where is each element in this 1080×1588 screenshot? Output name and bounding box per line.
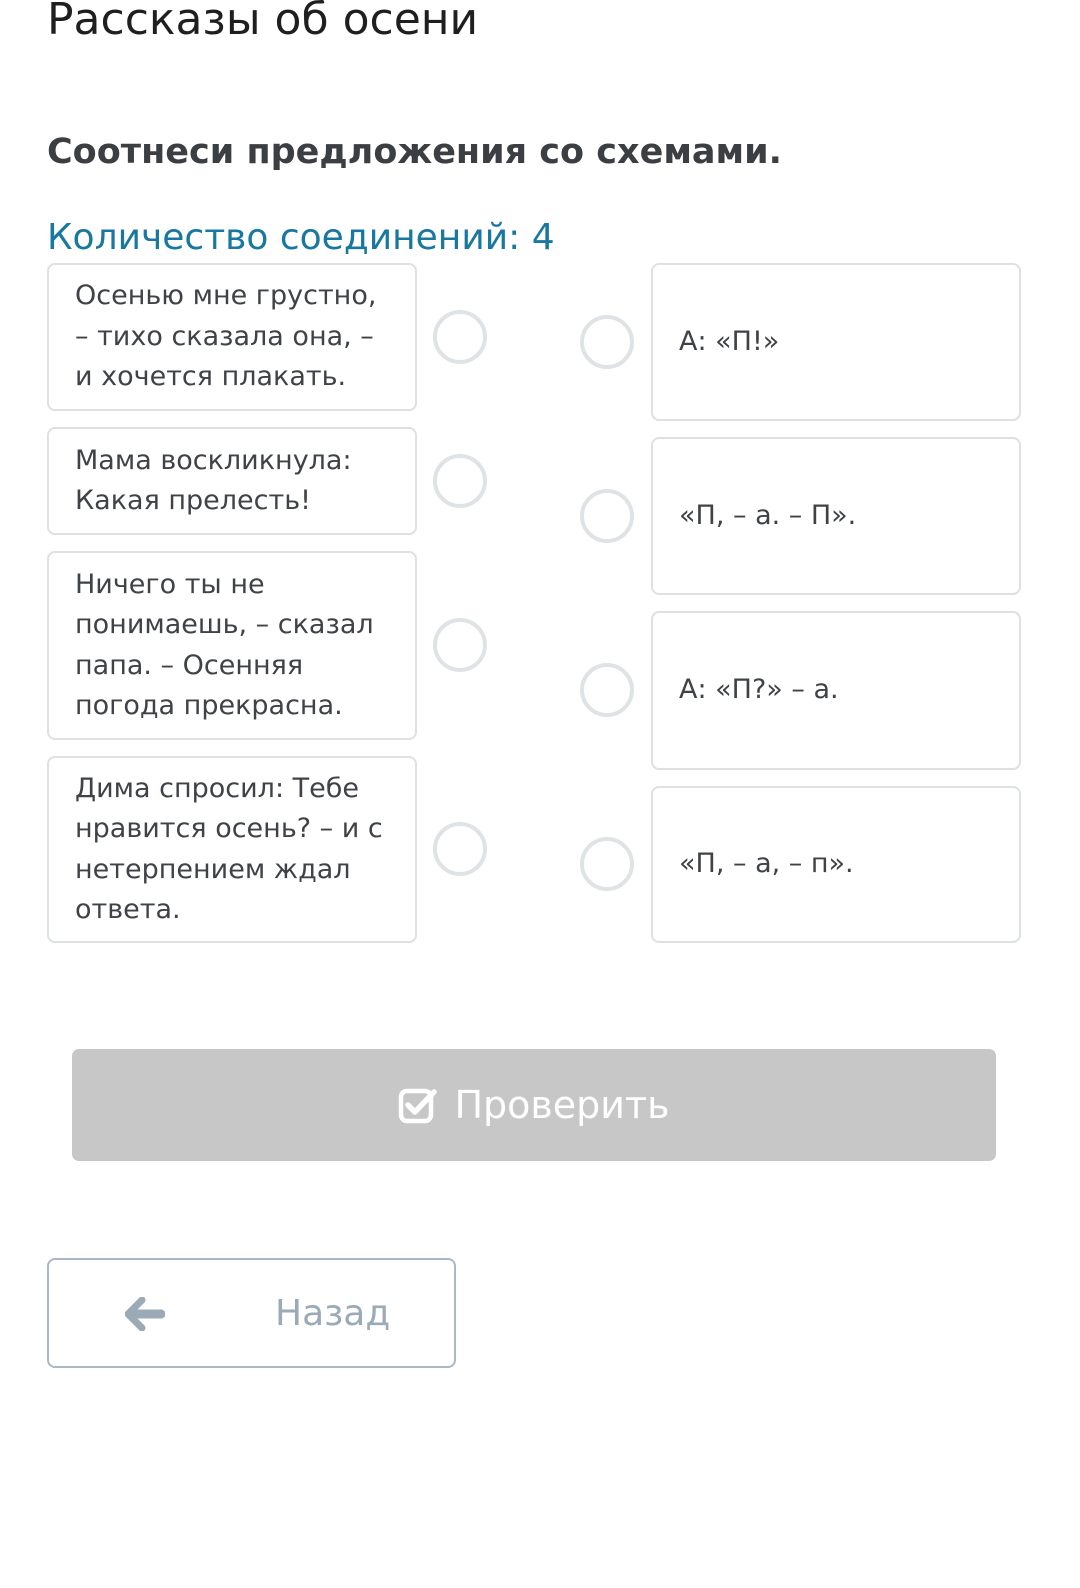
left-connector-2[interactable] bbox=[433, 454, 487, 508]
sentence-card-1[interactable] bbox=[47, 263, 417, 411]
sentence-text: Мама воскликнула: Какая прелесть! bbox=[75, 444, 352, 516]
left-connector-3[interactable] bbox=[433, 618, 487, 672]
sentence-card-3[interactable] bbox=[47, 551, 417, 740]
connections-count: Количество соединений: 4 bbox=[47, 217, 555, 258]
right-connector-4[interactable] bbox=[580, 837, 634, 891]
scheme-text: «П, – а, – п». bbox=[679, 848, 854, 880]
scheme-text: А: «П!» bbox=[679, 325, 780, 357]
right-connector-1[interactable] bbox=[580, 315, 634, 369]
scheme-card-4[interactable] bbox=[651, 786, 1021, 943]
sentence-card-2[interactable] bbox=[47, 427, 417, 535]
scheme-card-2[interactable] bbox=[651, 437, 1021, 595]
back-button-label: Назад bbox=[275, 1293, 391, 1334]
sentence-text: Дима спросил: Тебе нравится осень? – и с нетерпением ждал ответа. bbox=[75, 772, 383, 925]
page-title: Рассказы об осени bbox=[47, 0, 479, 45]
sentence-text: Ничего ты не понимаешь, – сказал папа. – Осенняя погода прекрасна. bbox=[75, 568, 374, 721]
checkbox-check-icon bbox=[398, 1086, 438, 1124]
sentence-text: Осенью мне грустно, – тихо сказала она, – и хочется плакать. bbox=[75, 280, 377, 393]
task-instruction: Соотнеси предложения со схемами. bbox=[47, 132, 782, 172]
scheme-card-3[interactable] bbox=[651, 611, 1021, 770]
left-connector-4[interactable] bbox=[433, 822, 487, 876]
check-button-label: Проверить bbox=[454, 1083, 670, 1127]
back-button[interactable] bbox=[47, 1258, 456, 1368]
arrow-left-icon bbox=[125, 1297, 165, 1331]
left-connector-1[interactable] bbox=[433, 310, 487, 364]
scheme-text: А: «П?» – а. bbox=[679, 674, 839, 706]
right-connector-2[interactable] bbox=[580, 489, 634, 543]
check-button[interactable] bbox=[72, 1049, 996, 1161]
scheme-text: «П, – а. – П». bbox=[679, 499, 857, 531]
sentence-card-4[interactable] bbox=[47, 756, 417, 943]
scheme-card-1[interactable] bbox=[651, 263, 1021, 421]
right-connector-3[interactable] bbox=[580, 663, 634, 717]
